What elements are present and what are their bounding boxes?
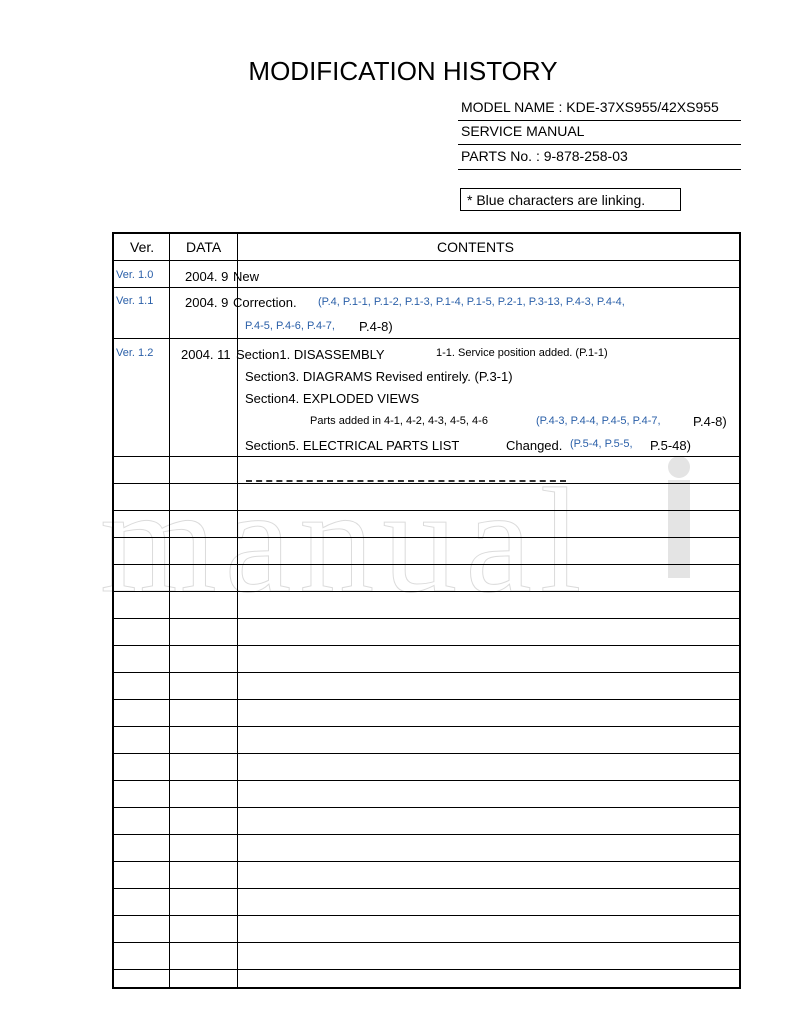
page-title: MODIFICATION HISTORY xyxy=(248,56,558,86)
header-rule xyxy=(458,169,741,170)
row-divider xyxy=(113,564,740,565)
row-contents: Correction. xyxy=(233,295,297,310)
column-header-contents: CONTENTS xyxy=(437,239,514,255)
row-divider xyxy=(113,915,740,916)
row-divider xyxy=(113,510,740,511)
row-contents-end: P.4-8) xyxy=(359,319,393,334)
row-divider xyxy=(113,456,740,457)
page-links[interactable]: P.4-5, P.4-6, P.4-7, xyxy=(245,320,335,332)
section4-note: Parts added in 4-1, 4-2, 4-3, 4-5, 4-6 xyxy=(310,415,488,427)
row-divider xyxy=(113,618,740,619)
row-divider xyxy=(113,672,740,673)
column-header-ver: Ver. xyxy=(130,239,155,255)
row-divider xyxy=(113,699,740,700)
row-divider xyxy=(113,753,740,754)
column-header-data: DATA xyxy=(186,239,222,255)
row-divider xyxy=(113,726,740,727)
row-divider xyxy=(113,861,740,862)
history-table xyxy=(112,232,741,989)
version-link[interactable]: Ver. 1.2 xyxy=(116,347,154,359)
row-divider xyxy=(113,483,740,484)
row-date: 2004. 9 xyxy=(185,269,229,284)
section3-title: Section3. DIAGRAMS Revised entirely. (P.3-1) xyxy=(245,369,513,384)
column-divider xyxy=(169,232,170,989)
page-links[interactable]: (P.4-3, P.4-4, P.4-5, P.4-7, xyxy=(536,415,661,427)
row-date: 2004. 9 xyxy=(185,295,229,310)
row-divider xyxy=(113,780,740,781)
parts-number: PARTS No. : 9-878-258-03 xyxy=(461,148,628,164)
section4-title: Section4. EXPLODED VIEWS xyxy=(245,391,420,406)
column-divider xyxy=(237,232,238,989)
manual-type: SERVICE MANUAL xyxy=(461,123,585,139)
section1-title: Section1. DISASSEMBLY xyxy=(236,347,385,362)
row-divider xyxy=(113,287,740,288)
page-links[interactable]: (P.4, P.1-1, P.1-2, P.1-3, P.1-4, P.1-5, P.2-1, P.3-13, P.4-3, P.4-4, xyxy=(318,296,625,308)
header-rule xyxy=(458,144,741,145)
row-divider xyxy=(113,338,740,339)
section5-note: Changed. xyxy=(506,438,563,453)
row-divider xyxy=(113,645,740,646)
row-divider xyxy=(113,807,740,808)
version-link[interactable]: Ver. 1.0 xyxy=(116,269,154,281)
link-note: * Blue characters are linking. xyxy=(460,188,681,211)
page-links[interactable]: (P.5-4, P.5-5, xyxy=(570,438,633,450)
section5-title: Section5. ELECTRICAL PARTS LIST xyxy=(245,438,460,453)
row-divider xyxy=(113,942,740,943)
row-divider xyxy=(113,969,740,970)
row-divider xyxy=(113,591,740,592)
row-divider xyxy=(113,888,740,889)
watermark: manual xyxy=(100,458,590,624)
row-contents-end: P.5-48) xyxy=(650,438,691,453)
row-contents: New xyxy=(233,269,260,284)
row-divider xyxy=(113,834,740,835)
row-date: 2004. 11 xyxy=(181,347,231,362)
model-name: MODEL NAME : KDE-37XS955/42XS955 xyxy=(461,99,719,115)
row-divider xyxy=(113,260,740,261)
row-contents-end: P.4-8) xyxy=(693,414,727,429)
row-divider xyxy=(113,537,740,538)
section1-note: 1-1. Service position added. (P.1-1) xyxy=(436,347,608,359)
watermark-dashes xyxy=(246,480,566,482)
header-rule xyxy=(458,120,741,121)
version-link[interactable]: Ver. 1.1 xyxy=(116,295,154,307)
